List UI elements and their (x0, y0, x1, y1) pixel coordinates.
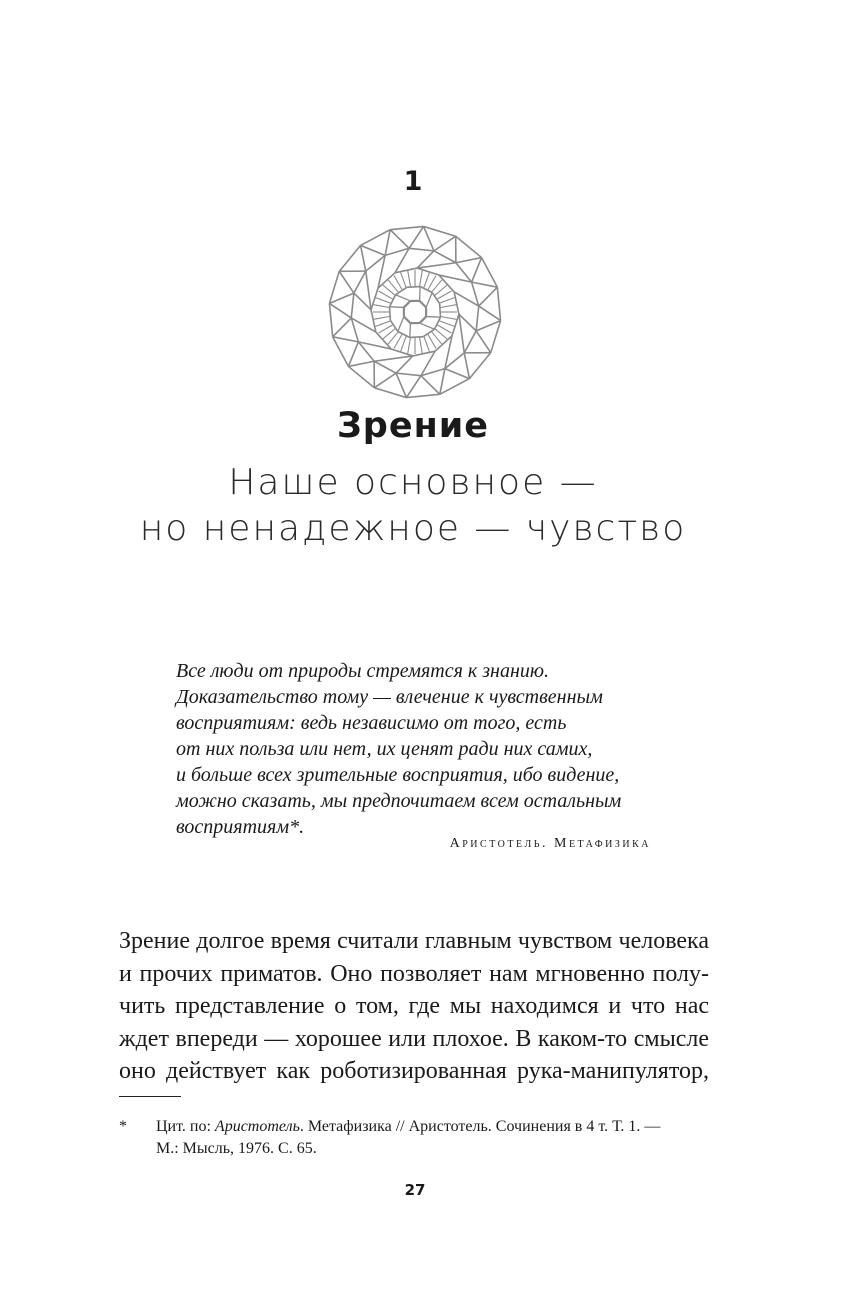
epigraph-line: и больше всех зрительные восприятия, ибо видение, (176, 764, 620, 786)
footnote-line-2: М.: Мысль, 1976. С. 65. (156, 1140, 317, 1157)
epigraph (176, 658, 676, 840)
epigraph-line: можно сказать, мы предпочитаем всем остальным (176, 790, 622, 812)
page-number: 27 (404, 1181, 426, 1199)
epigraph-attribution: Аристотель. Метафизика (449, 836, 651, 851)
body-line: чить представление о том, где мы находимся и что нас (119, 993, 709, 1019)
footnote-source: . Метафизика // Аристотель. Сочинения в 4 т. Т. 1. — (299, 1118, 661, 1135)
footnote-marker: * (119, 1118, 127, 1135)
body-line: и прочих приматов. Оно позволяет нам мгновенно полу- (119, 960, 709, 987)
epigraph-line: восприятиям*. (176, 816, 305, 838)
body-line: ждет впереди — хорошее или плохое. В каком-то смысле (119, 1025, 709, 1052)
epigraph-line: от них польза или нет, их ценят ради них самих, (176, 738, 593, 760)
footnote-text (156, 1116, 660, 1138)
chapter-title: Зрение (336, 406, 490, 446)
body-line: оно действует как роботизированная рука-манипулятор, (119, 1058, 709, 1084)
body-line: Зрение долгое время считали главным чувством человека (119, 928, 709, 954)
chapter-number: 1 (403, 166, 423, 197)
footnote-prefix: Цит. по: (156, 1118, 215, 1135)
epigraph-line: Все люди от природы стремятся к знанию. (176, 660, 549, 682)
chapter-subtitle-line-2: но ненадежное — чувство (139, 508, 687, 549)
footnote-divider (119, 1096, 181, 1097)
chapter-subtitle-line-1: Наше основное — (228, 462, 598, 503)
epigraph-line: Доказательство тому — влечение к чувственным (176, 686, 603, 708)
epigraph-line: восприятиям: ведь независимо от того, есть (176, 712, 567, 734)
body-paragraph (119, 925, 709, 1088)
footnote-author: Аристотель (214, 1118, 300, 1135)
crystal-ball-icon (325, 222, 505, 402)
